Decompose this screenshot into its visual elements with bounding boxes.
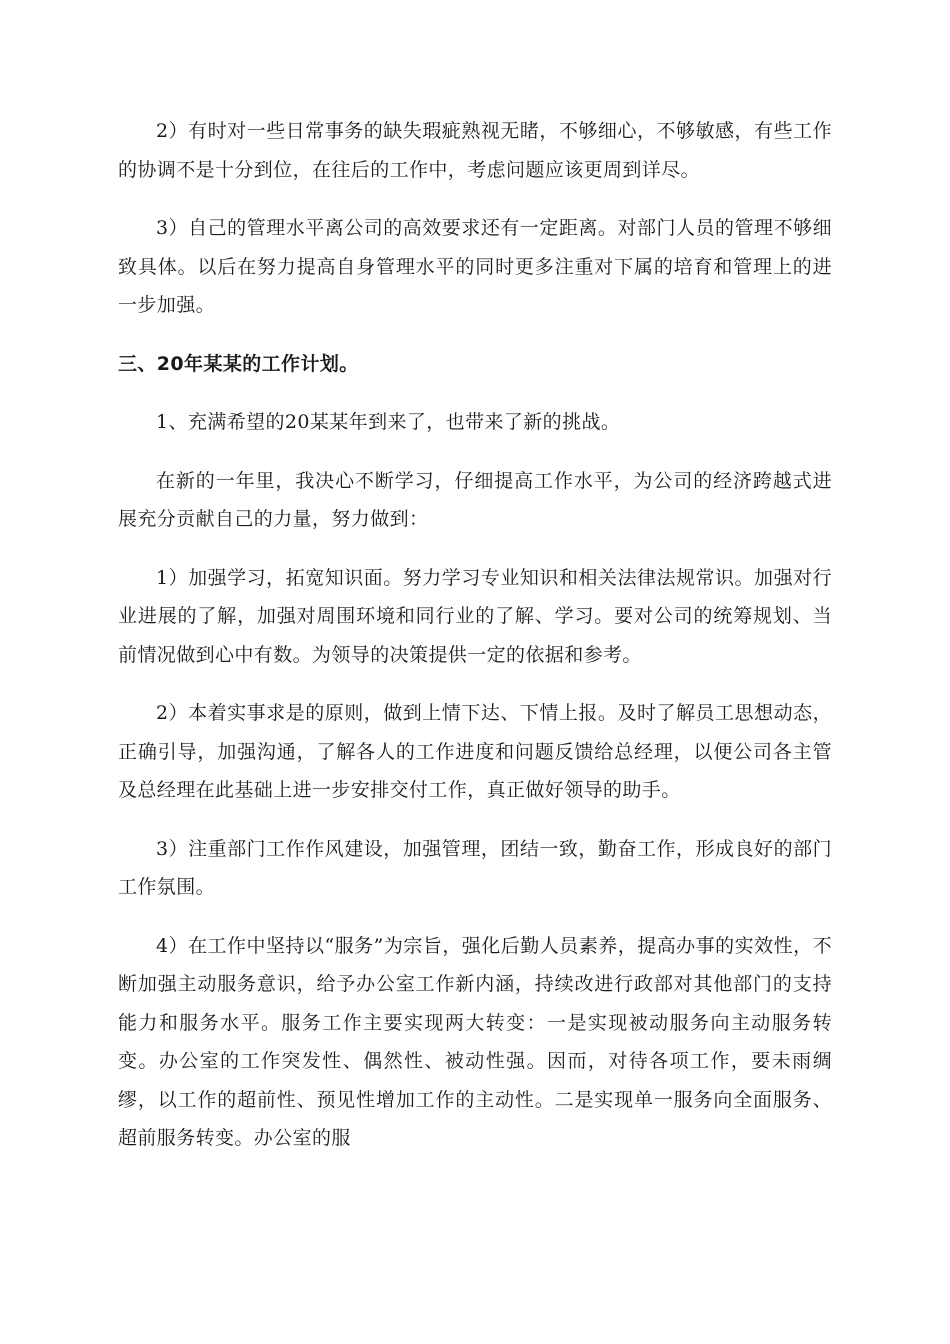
paragraph-plan-item-2: 2）本着实事求是的原则，做到上情下达、下情上报。及时了解员工思想动态，正确引导，加强沟通，了解各人的工作进度和问题反馈给总经理，以便公司各主管及总经理在此基础上进一步安排交付工作，真正做好领导的助手。 <box>118 702 832 801</box>
section-heading-work-plan: 三、20年某某的工作计划。 <box>118 352 359 375</box>
paragraph-plan-resolve: 在新的一年里，我决心不断学习，仔细提高工作水平，为公司的经济跨越式进展充分贡献自己的力量，努力做到： <box>118 469 832 530</box>
paragraph-item-3-issue: 3）自己的管理水平离公司的高效要求还有一定距离。对部门人员的管理不够细致具体。以后在努力提高自身管理水平的同时更多注重对下属的培育和管理上的进一步加强。 <box>118 217 832 316</box>
paragraph-plan-item-4: 4）在工作中坚持以“服务”为宗旨，强化后勤人员素养，提高办事的实效性，不断加强主动服务意识，给予办公室工作新内涵，持续改进行政部对其他部门的支持能力和服务水平。服务工作主要实现两大转变：一是实现被动服务向主动服务转变。办公室的工作突发性、偶然性、被动性强。因而，对待各项工作，要未雨绸缪，以工作的超前性、预见性增加工作的主动性。二是实现单一服务向全面服务、超前服务转变。办公室的服 <box>118 934 832 1149</box>
paragraph-plan-item-3: 3）注重部门工作作风建设，加强管理，团结一致，勤奋工作，形成良好的部门工作氛围。 <box>118 837 832 898</box>
paragraph-plan-item-1: 1）加强学习，拓宽知识面。努力学习专业知识和相关法律法规常识。加强对行业进展的了解，加强对周围环境和同行业的了解、学习。要对公司的统筹规划、当前情况做到心中有数。为领导的决策提供一定的依据和参考。 <box>118 566 832 666</box>
paragraph-plan-intro: 1、充满希望的20某某年到来了，也带来了新的挑战。 <box>156 411 621 433</box>
paragraph-item-2-issue: 2）有时对一些日常事务的缺失瑕疵熟视无睹，不够细心，不够敏感，有些工作的协调不是十分到位，在往后的工作中，考虑问题应该更周到详尽。 <box>118 120 832 181</box>
